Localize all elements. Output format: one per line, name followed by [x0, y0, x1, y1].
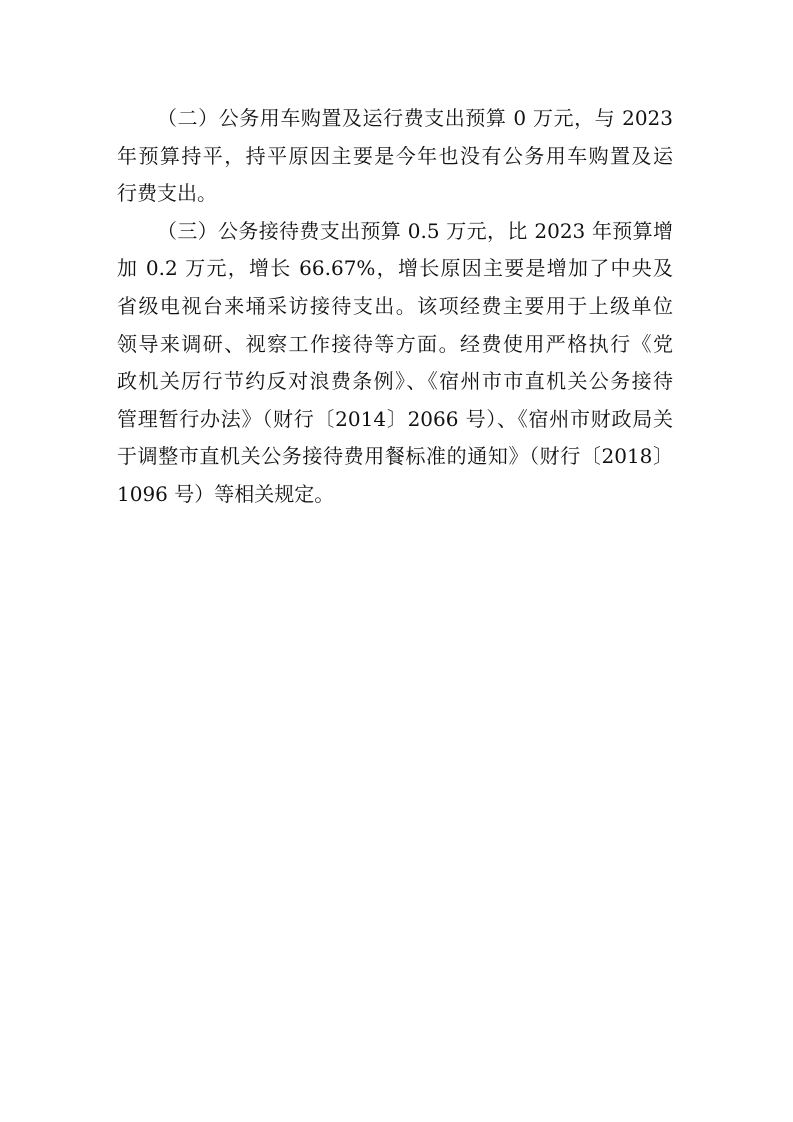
text-line: 加 0.2 万元，增长 66.67%，增长原因主要是增加了中央及: [117, 256, 673, 281]
text-line: 年预算持平，持平原因主要是今年也没有公务用车购置及运: [117, 143, 673, 168]
text-line: 于调整市直机关公务接待费用餐标准的通知》（财行〔2018〕: [117, 444, 673, 469]
text-line: 省级电视台来埇采访接待支出。该项经费主要用于上级单位: [117, 293, 673, 318]
document-body: [117, 100, 673, 514]
text-line: 行费支出。: [117, 181, 217, 206]
text-line: （三）公务接待费支出预算 0.5 万元，比 2023 年预算增: [157, 218, 673, 243]
text-line: （二）公务用车购置及运行费支出预算 0 万元，与 2023: [157, 106, 673, 130]
paragraph-reception-expenses: [117, 213, 673, 514]
text-line: 管理暂行办法》（财行〔2014〕2066 号）、《宿州市财政局关: [117, 406, 673, 431]
text-line: 领导来调研、视察工作接待等方面。经费使用严格执行《党: [117, 331, 673, 356]
text-line: 1096 号）等相关规定。: [117, 481, 335, 506]
text-line: 政机关厉行节约反对浪费条例》、《宿州市市直机关公务接待: [117, 369, 673, 394]
paragraph-vehicle-expenses: [117, 100, 673, 213]
